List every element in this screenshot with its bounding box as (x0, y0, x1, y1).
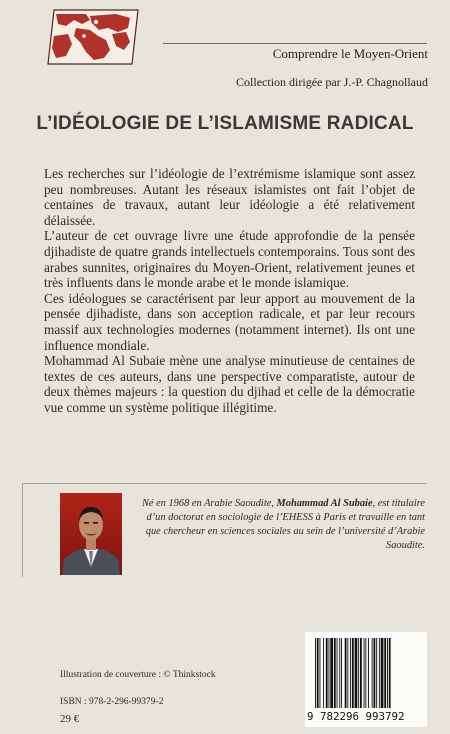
barcode-bar (387, 638, 388, 708)
blurb-paragraph: Les recherches sur l’idéologie de l’extrémisme islamique sont assez peu nombreuses. Autant les réseaux islamistes ont fait l’objet de centaines de travaux, autant leur idéologie a été relativement délaissée. (44, 166, 415, 228)
author-name: Mohammad Al Subaie (276, 498, 373, 509)
barcode-bar (330, 638, 333, 708)
barcode-bar (334, 638, 336, 708)
barcode-bar (352, 638, 354, 708)
barcode-bar (374, 638, 376, 708)
bio-intro: Né en 1968 en Arabie Saoudite, (141, 498, 277, 509)
bio-frame-left (22, 483, 23, 577)
barcode (305, 632, 427, 727)
barcode-bar (337, 638, 338, 708)
barcode-bar (326, 638, 328, 708)
header-rule (163, 43, 427, 44)
barcode-bar (360, 638, 362, 708)
barcode-bar (345, 638, 347, 708)
barcode-bar (341, 638, 342, 708)
series-title: Comprendre le Moyen-Orient (272, 46, 428, 61)
barcode-bar (376, 638, 377, 708)
barcode-bars-icon (315, 638, 419, 708)
author-bio (135, 497, 425, 553)
barcode-bar (384, 638, 386, 708)
barcode-bar (379, 638, 380, 708)
back-cover-blurb (44, 166, 415, 416)
isbn: ISBN : 978-2-296-99379-2 (60, 697, 164, 707)
barcode-bar (358, 638, 359, 708)
bio-rest: , est titulaire d’un doctorat en sociologie de l’EHESS à Paris et travaille en tant que chercheur en sciences sociales au sein de l’université d’Arabie Saoudite. (145, 498, 425, 551)
barcode-bar (317, 638, 319, 708)
book-title: L’IDÉOLOGIE DE L’ISLAMISME RADICAL (36, 113, 414, 134)
barcode-bar (355, 638, 358, 708)
publisher-map-logo (46, 6, 142, 68)
barcode-bar (365, 638, 366, 708)
blurb-paragraph: L’auteur de cet ouvrage livre une étude approfondie de la pensée djihadiste de quatre grands intellectuels contemporains. Tous sont des arabes sunnites, originaires du Moyen-Orient, relativement jeunes et très influents dans le monde arabe et le monde islamique. (44, 228, 415, 291)
barcode-bar (339, 638, 340, 708)
barcode-bar (389, 638, 391, 708)
barcode-bar (315, 638, 316, 708)
barcode-bar (350, 638, 351, 708)
barcode-bar (323, 638, 324, 708)
author-photo (60, 493, 122, 575)
barcode-bar (368, 638, 369, 708)
cover-credit: Illustration de couverture : © Thinkstock (60, 670, 216, 680)
blurb-paragraph: Mohammad Al Subaie mène une analyse minutieuse de centaines de textes de ces auteurs, dans une perspective comparatiste, autour de deux thèmes majeurs : la question du djihad et celle de la démocratie vue comme un système politique illégitime. (44, 353, 415, 415)
bio-frame-top (22, 483, 427, 484)
barcode-bar (329, 638, 330, 708)
barcode-bar (320, 638, 321, 708)
barcode-bar (372, 638, 373, 708)
barcode-bar (381, 638, 384, 708)
price: 29 € (60, 713, 80, 725)
collection-editor: Collection dirigée par J.-P. Chagnollaud (236, 75, 428, 89)
barcode-bar (364, 638, 365, 708)
blurb-paragraph: Ces idéologues se caractérisent par leur apport au mouvement de la pensée djihadiste, dans son acception radicale, et par leur recours massif aux technologies modernes (notamment internet). Ils ont une influence mondiale. (44, 290, 415, 353)
middle-east-map-logo-icon (46, 6, 142, 68)
author-portrait-icon (60, 493, 122, 575)
barcode-bar (347, 638, 348, 708)
barcode-digits: 9 782296 993792 (307, 710, 405, 723)
